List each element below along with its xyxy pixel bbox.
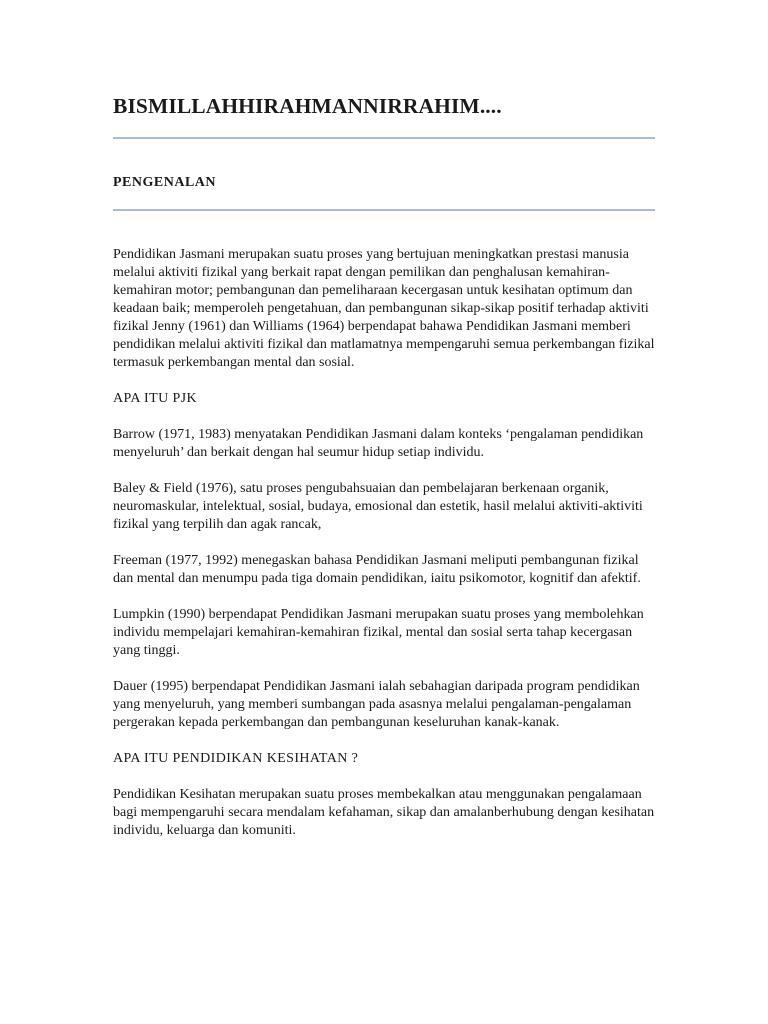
section-heading-pengenalan: PENGENALAN [113,175,217,190]
section-divider [113,209,655,211]
paragraph-baley-field: Baley & Field (1976), satu proses pengubahsuaian dan pembelajaran berkenaan organik, neuromaskular, intelektual, sosial, budaya, emosional dan estetik, hasil melalui aktiviti-aktiviti fizikal yang terpilih dan agak rancak, [113,481,643,532]
document-body [113,246,658,858]
paragraph-dauer: Dauer (1995) berpendapat Pendidikan Jasmani ialah sebahagian daripada program pendidikan yang menyeluruh, yang memberi sumbangan pada asasnya melalui pengalaman-pengalaman pergerakan kepada perkembangan dan pembangunan keseluruhan kanak-kanak. [113,679,640,730]
title-divider [113,137,655,139]
paragraph-freeman: Freeman (1977, 1992) menegaskan bahasa Pendidikan Jasmani meliputi pembangunan fizikal dan mental dan menumpu pada tiga domain pendidikan, iaitu psikomotor, kognitif dan afektif. [113,553,641,586]
document-title: BISMILLAHHIRAHMANNIRRAHIM.... [113,94,502,118]
paragraph-barrow: Barrow (1971, 1983) menyatakan Pendidikan Jasmani dalam konteks ‘pengalaman pendidikan menyeluruh’ dan berkait dengan hal seumur hidup setiap individu. [113,427,644,460]
paragraph-kesihatan: Pendidikan Kesihatan merupakan suatu proses membekalkan atau menggunakan pengalamaan bagi mempengaruhi secara mendalam kefahaman, sikap dan amalanberhubung dengan kesihatan individu, keluarga dan komuniti. [113,787,655,838]
paragraph-intro: Pendidikan Jasmani merupakan suatu proses yang bertujuan meningkatkan prestasi manusia melalui aktiviti fizikal yang berkait rapat dengan pemilikan dan penghalusan kemahiran-kemahiran motor; pembangunan dan pemeliharaan kecergasan untuk kesihatan optimum dan keadaan baik; memperoleh pengetahuan, dan pembangunan sikap-sikap positif terhadap aktiviti fizikal Jenny (1961) dan Williams (1964) berpendapat bahawa Pendidikan Jasmani memberi pendidikan melalui aktiviti fizikal dan matlamatnya mempengaruhi semua perkembangan fizikal termasuk perkembangan mental dan sosial. [113,247,655,370]
heading-apa-itu-pendidikan-kesihatan: APA ITU PENDIDIKAN KESIHATAN ? [113,751,359,766]
heading-apa-itu-pjk: APA ITU PJK [113,391,198,406]
paragraph-lumpkin: Lumpkin (1990) berpendapat Pendidikan Jasmani merupakan suatu proses yang membolehkan individu mempelajari kemahiran-kemahiran fizikal, mental dan sosial serta tahap kecergasan yang tinggi. [113,607,644,658]
